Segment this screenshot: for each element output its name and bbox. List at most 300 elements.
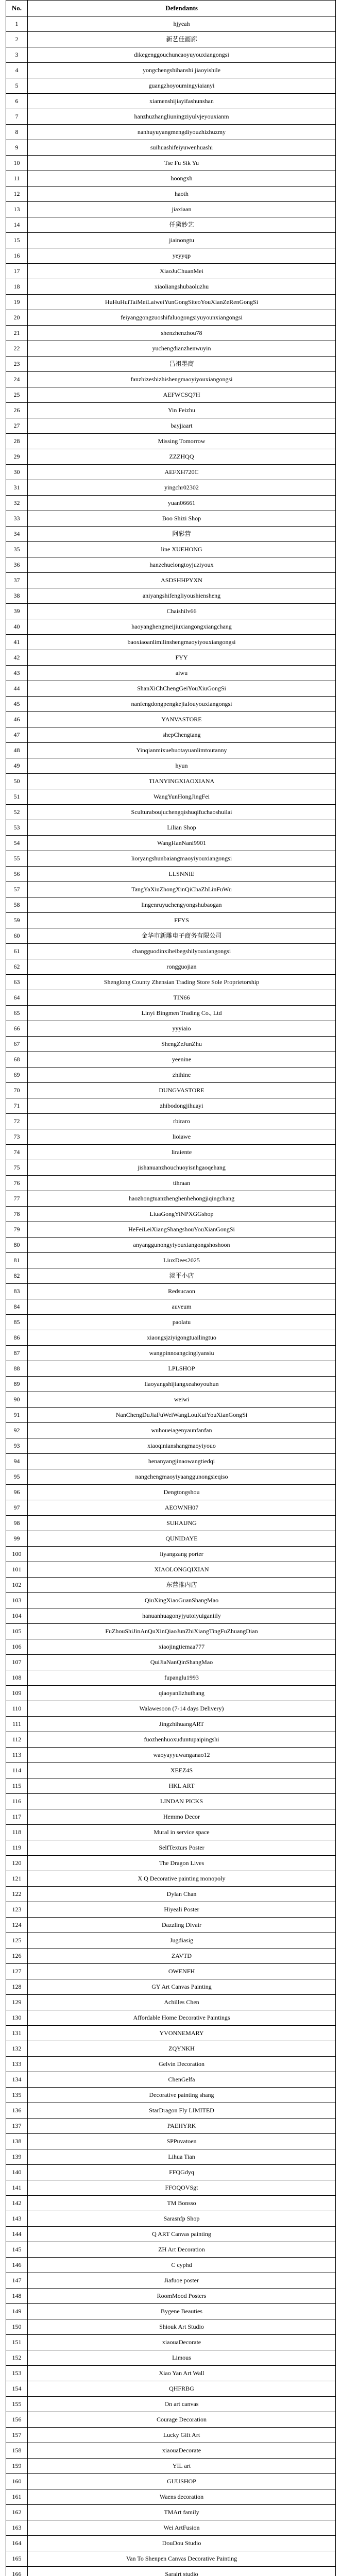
row-number: 70 bbox=[6, 1083, 28, 1098]
defendant-name: weiwi bbox=[28, 1392, 336, 1408]
row-number: 77 bbox=[6, 1191, 28, 1207]
defendant-name: Van To Shenpen Canvas Decorative Painting bbox=[28, 2551, 336, 2567]
row-number: 120 bbox=[6, 1856, 28, 1871]
row-number: 115 bbox=[6, 1778, 28, 1794]
row-number: 134 bbox=[6, 2072, 28, 2088]
defendant-name: LLSNNIE bbox=[28, 867, 336, 882]
defendant-name: yeyyqp bbox=[28, 248, 336, 264]
row-number: 94 bbox=[6, 1454, 28, 1469]
row-number: 31 bbox=[6, 480, 28, 496]
row-number: 162 bbox=[6, 2505, 28, 2520]
table-row bbox=[6, 202, 336, 217]
row-number: 42 bbox=[6, 650, 28, 666]
table-row bbox=[6, 1191, 336, 1207]
defendant-name: ZH Art Decoration bbox=[28, 2242, 336, 2258]
row-number: 109 bbox=[6, 1686, 28, 1701]
table-row bbox=[6, 1299, 336, 1315]
row-number: 78 bbox=[6, 1207, 28, 1222]
table-row bbox=[6, 604, 336, 619]
table-row bbox=[6, 727, 336, 743]
table-row bbox=[6, 1964, 336, 1979]
row-number: 103 bbox=[6, 1593, 28, 1608]
row-number: 81 bbox=[6, 1253, 28, 1268]
defendant-name: xiaouaDecorate bbox=[28, 2443, 336, 2459]
table-row bbox=[6, 2443, 336, 2459]
table-row bbox=[6, 2412, 336, 2428]
table-row bbox=[6, 264, 336, 279]
defendant-name: nanhuyuyangmengdiyouzhizhuzmy bbox=[28, 125, 336, 140]
defendant-name: lingenruyuchengyongshubaogan bbox=[28, 897, 336, 913]
table-row bbox=[6, 1284, 336, 1299]
defendant-name: line XUEHONG bbox=[28, 542, 336, 557]
row-number: 30 bbox=[6, 465, 28, 480]
defendant-name: ShengZeJunZhu bbox=[28, 1037, 336, 1052]
row-number: 14 bbox=[6, 217, 28, 233]
table-row bbox=[6, 1608, 336, 1624]
table-row bbox=[6, 697, 336, 712]
table-row bbox=[6, 959, 336, 975]
row-number: 55 bbox=[6, 851, 28, 867]
row-number: 160 bbox=[6, 2474, 28, 2489]
table-row bbox=[6, 2227, 336, 2242]
defendant-name: DouDou Studio bbox=[28, 2536, 336, 2551]
table-row bbox=[6, 944, 336, 959]
defendant-name: aiwu bbox=[28, 666, 336, 681]
defendant-name: The Dragon Lives bbox=[28, 1856, 336, 1871]
row-number: 107 bbox=[6, 1655, 28, 1670]
table-row bbox=[6, 1701, 336, 1717]
row-number: 18 bbox=[6, 279, 28, 295]
table-row bbox=[6, 2119, 336, 2134]
defendant-name: TIANYINGXIAOXIANA bbox=[28, 774, 336, 789]
row-number: 15 bbox=[6, 233, 28, 248]
defendant-name: yuchengdianzhenwuyin bbox=[28, 341, 336, 357]
defendant-name: Yinqianmixuehuotayuanlimtoutanny bbox=[28, 743, 336, 758]
row-number: 102 bbox=[6, 1578, 28, 1593]
row-number: 12 bbox=[6, 187, 28, 202]
table-row bbox=[6, 1485, 336, 1500]
row-number: 57 bbox=[6, 882, 28, 897]
table-row bbox=[6, 2520, 336, 2536]
table-row bbox=[6, 1377, 336, 1392]
table-row bbox=[6, 418, 336, 434]
row-number: 153 bbox=[6, 2366, 28, 2381]
row-number: 98 bbox=[6, 1516, 28, 1531]
row-number: 68 bbox=[6, 1052, 28, 1067]
defendant-name: GUUSHOP bbox=[28, 2474, 336, 2489]
defendant-name: hanzehuelongtoyjuziyoux bbox=[28, 557, 336, 573]
row-number: 148 bbox=[6, 2289, 28, 2304]
table-row bbox=[6, 32, 336, 47]
row-number: 8 bbox=[6, 125, 28, 140]
row-number: 146 bbox=[6, 2258, 28, 2273]
defendant-name: SelfTexturs Poster bbox=[28, 1840, 336, 1856]
row-number: 72 bbox=[6, 1114, 28, 1129]
table-row bbox=[6, 2149, 336, 2165]
row-number: 164 bbox=[6, 2536, 28, 2551]
defendant-name: Achilles Chen bbox=[28, 1995, 336, 2010]
defendant-name: zhibodongjihuayi bbox=[28, 1098, 336, 1114]
row-number: 24 bbox=[6, 372, 28, 387]
row-number: 122 bbox=[6, 1887, 28, 1902]
row-number: 35 bbox=[6, 542, 28, 557]
defendant-name: 昌祖墨商 bbox=[28, 357, 336, 372]
defendant-name: hanuanhuagonyjyutoiyuiganiily bbox=[28, 1608, 336, 1624]
defendant-name: changguodinxiheibegshilyouxiangongsi bbox=[28, 944, 336, 959]
row-number: 71 bbox=[6, 1098, 28, 1114]
row-number: 97 bbox=[6, 1500, 28, 1516]
defendant-name: Yin Feizhu bbox=[28, 403, 336, 418]
defendant-name: ZQYNKH bbox=[28, 2041, 336, 2057]
table-row bbox=[6, 928, 336, 944]
row-number: 20 bbox=[6, 310, 28, 326]
table-row bbox=[6, 2211, 336, 2227]
defendant-name: yingchr02302 bbox=[28, 480, 336, 496]
row-number: 48 bbox=[6, 743, 28, 758]
table-row bbox=[6, 1670, 336, 1686]
table-row bbox=[6, 496, 336, 511]
row-number: 7 bbox=[6, 109, 28, 125]
row-number: 80 bbox=[6, 1238, 28, 1253]
header-row bbox=[6, 1, 336, 16]
defendant-name: ZZZHQQ bbox=[28, 449, 336, 465]
defendant-name: 金华市新雕电子商务有限公司 bbox=[28, 928, 336, 944]
defendant-name: nanfengdongpengkejiafouyouxiangongsi bbox=[28, 697, 336, 712]
row-number: 88 bbox=[6, 1361, 28, 1377]
defendant-name: liaoyangshijiangxeahoyouhun bbox=[28, 1377, 336, 1392]
defendant-name: hjyeah bbox=[28, 16, 336, 32]
defendant-name: Gelvin Decoration bbox=[28, 2057, 336, 2072]
table-row bbox=[6, 1856, 336, 1871]
defendant-name: Courage Decoration bbox=[28, 2412, 336, 2428]
table-row bbox=[6, 1145, 336, 1160]
table-row bbox=[6, 2134, 336, 2149]
row-number: 92 bbox=[6, 1423, 28, 1438]
defendant-name: FFQGdyq bbox=[28, 2165, 336, 2180]
table-row bbox=[6, 1423, 336, 1438]
table-row bbox=[6, 990, 336, 1006]
table-row bbox=[6, 1408, 336, 1423]
defendant-name: Waens decoration bbox=[28, 2489, 336, 2505]
defendant-name: OWENFH bbox=[28, 1964, 336, 1979]
table-row bbox=[6, 1531, 336, 1547]
row-number: 87 bbox=[6, 1346, 28, 1361]
defendant-name: QHFRBG bbox=[28, 2381, 336, 2397]
header-defendants: Defendants bbox=[28, 1, 336, 16]
row-number: 60 bbox=[6, 928, 28, 944]
row-number: 1 bbox=[6, 16, 28, 32]
defendant-name: yongchengshihanshi jiaoyishile bbox=[28, 63, 336, 78]
table-row bbox=[6, 2551, 336, 2567]
defendant-name: Bygene Beauties bbox=[28, 2304, 336, 2319]
row-number: 133 bbox=[6, 2057, 28, 2072]
defendant-name: FFOQOVSgt bbox=[28, 2180, 336, 2196]
table-row bbox=[6, 2366, 336, 2381]
defendant-name: TMArt family bbox=[28, 2505, 336, 2520]
table-row bbox=[6, 1593, 336, 1608]
row-number: 76 bbox=[6, 1176, 28, 1191]
defendant-name: ASDSHHPYXN bbox=[28, 573, 336, 588]
defendant-name: FYY bbox=[28, 650, 336, 666]
table-row bbox=[6, 16, 336, 32]
defendant-name: LINDAN PICKS bbox=[28, 1794, 336, 1809]
table-row bbox=[6, 1717, 336, 1732]
defendant-name: Q ART Canvas painting bbox=[28, 2227, 336, 2242]
table-row bbox=[6, 913, 336, 928]
table-row bbox=[6, 2489, 336, 2505]
defendant-name: SPPuvatoen bbox=[28, 2134, 336, 2149]
table-row bbox=[6, 171, 336, 187]
defendant-name: ChenGelfa bbox=[28, 2072, 336, 2088]
defendant-name: YANVASTORE bbox=[28, 712, 336, 727]
row-number: 96 bbox=[6, 1485, 28, 1500]
table-row bbox=[6, 387, 336, 403]
table-row bbox=[6, 666, 336, 681]
row-number: 3 bbox=[6, 47, 28, 63]
defendant-name: NanChengDuJiaFuWeiWangLouKuiYouXianGongSi bbox=[28, 1408, 336, 1423]
table-row bbox=[6, 1129, 336, 1145]
defendant-name: qiaoyanlizhuthang bbox=[28, 1686, 336, 1701]
table-row bbox=[6, 1067, 336, 1083]
row-number: 23 bbox=[6, 357, 28, 372]
defendant-name: yyyiaio bbox=[28, 1021, 336, 1037]
header-number: No. bbox=[6, 1, 28, 16]
table-row bbox=[6, 403, 336, 418]
row-number: 37 bbox=[6, 573, 28, 588]
defendant-name: guangzhoyoumingyiaianyi bbox=[28, 78, 336, 94]
table-row bbox=[6, 1516, 336, 1531]
row-number: 4 bbox=[6, 63, 28, 78]
table-row bbox=[6, 78, 336, 94]
defendant-name: fanzhizeshizhishengmaoyiyouxiangongsi bbox=[28, 372, 336, 387]
defendant-name: C cyphd bbox=[28, 2258, 336, 2273]
table-row bbox=[6, 1809, 336, 1825]
row-number: 38 bbox=[6, 588, 28, 604]
table-row bbox=[6, 1438, 336, 1454]
defendant-name: AEFXH720C bbox=[28, 465, 336, 480]
table-row bbox=[6, 1902, 336, 1918]
row-number: 126 bbox=[6, 1948, 28, 1964]
table-row bbox=[6, 1037, 336, 1052]
row-number: 41 bbox=[6, 635, 28, 650]
table-row bbox=[6, 1918, 336, 1933]
defendant-name: Wei ArtFusion bbox=[28, 2520, 336, 2536]
defendant-name: JingzhihuangART bbox=[28, 1717, 336, 1732]
row-number: 95 bbox=[6, 1469, 28, 1485]
row-number: 91 bbox=[6, 1408, 28, 1423]
table-row bbox=[6, 63, 336, 78]
row-number: 10 bbox=[6, 156, 28, 171]
defendant-name: waoyayyuwanganao12 bbox=[28, 1748, 336, 1763]
table-row bbox=[6, 1253, 336, 1268]
defendant-name: Limous bbox=[28, 2350, 336, 2366]
table-row bbox=[6, 2428, 336, 2443]
defendant-name: Lilian Shop bbox=[28, 820, 336, 836]
table-row bbox=[6, 2289, 336, 2304]
row-number: 47 bbox=[6, 727, 28, 743]
table-row bbox=[6, 1330, 336, 1346]
table-row bbox=[6, 867, 336, 882]
defendant-name: WangYunHongJingFei bbox=[28, 789, 336, 805]
table-row bbox=[6, 2072, 336, 2088]
defendant-name: tihraan bbox=[28, 1176, 336, 1191]
defendant-name: Decorative painting shang bbox=[28, 2088, 336, 2103]
defendant-name: dikegenggouchuncaoyuyouxiangongsi bbox=[28, 47, 336, 63]
row-number: 86 bbox=[6, 1330, 28, 1346]
table-row bbox=[6, 1361, 336, 1377]
defendant-name: GY Art Canvas Painting bbox=[28, 1979, 336, 1995]
table-row bbox=[6, 743, 336, 758]
row-number: 141 bbox=[6, 2180, 28, 2196]
table-row bbox=[6, 1006, 336, 1021]
table-row bbox=[6, 1160, 336, 1176]
row-number: 44 bbox=[6, 681, 28, 697]
defendant-name: haoyanghengmeijiuxiangongxiangchang bbox=[28, 619, 336, 635]
row-number: 29 bbox=[6, 449, 28, 465]
table-row bbox=[6, 1454, 336, 1469]
defendant-name: Xiao Yan Art Wall bbox=[28, 2366, 336, 2381]
table-row bbox=[6, 1578, 336, 1593]
row-number: 143 bbox=[6, 2211, 28, 2227]
row-number: 62 bbox=[6, 959, 28, 975]
row-number: 159 bbox=[6, 2459, 28, 2474]
table-row bbox=[6, 897, 336, 913]
row-number: 36 bbox=[6, 557, 28, 573]
table-row bbox=[6, 1748, 336, 1763]
defendant-name: yuan06661 bbox=[28, 496, 336, 511]
defendant-name: zhihine bbox=[28, 1067, 336, 1083]
defendant-name: bayjiaart bbox=[28, 418, 336, 434]
defendant-name: Redsucaon bbox=[28, 1284, 336, 1299]
defendant-name: On art canvas bbox=[28, 2397, 336, 2412]
row-number: 84 bbox=[6, 1299, 28, 1315]
table-row bbox=[6, 2196, 336, 2211]
row-number: 63 bbox=[6, 975, 28, 990]
table-row bbox=[6, 2381, 336, 2397]
table-row bbox=[6, 2319, 336, 2335]
row-number: 166 bbox=[6, 2567, 28, 2576]
table-row bbox=[6, 2474, 336, 2489]
table-row bbox=[6, 527, 336, 542]
row-number: 56 bbox=[6, 867, 28, 882]
table-row bbox=[6, 1624, 336, 1639]
row-number: 67 bbox=[6, 1037, 28, 1052]
defendant-name: anyanggunongyiyouxiangongshoshoon bbox=[28, 1238, 336, 1253]
row-number: 58 bbox=[6, 897, 28, 913]
row-number: 40 bbox=[6, 619, 28, 635]
defendant-name: xiamenshijiayifashunshan bbox=[28, 94, 336, 109]
table-row bbox=[6, 2397, 336, 2412]
table-row bbox=[6, 2103, 336, 2119]
defendant-name: 东营推内店 bbox=[28, 1578, 336, 1593]
defendant-name: YVONNEMARY bbox=[28, 2026, 336, 2041]
table-row bbox=[6, 372, 336, 387]
table-row bbox=[6, 1995, 336, 2010]
defendant-name: HuHuHuiTaiMeiLaiweiYunGongSiteoYouXianZeRenGongSi bbox=[28, 295, 336, 310]
defendant-name: LPLSHOP bbox=[28, 1361, 336, 1377]
defendant-name: wuhoueiagenyaunfanfan bbox=[28, 1423, 336, 1438]
table-row bbox=[6, 341, 336, 357]
defendant-name: TM Bonsso bbox=[28, 2196, 336, 2211]
table-row bbox=[6, 2258, 336, 2273]
defendant-name: shepChengtang bbox=[28, 727, 336, 743]
table-row bbox=[6, 2057, 336, 2072]
row-number: 104 bbox=[6, 1608, 28, 1624]
defendant-name: Tse Fu Sik Yu bbox=[28, 156, 336, 171]
defendant-name: henanyangjinaowangtiedqi bbox=[28, 1454, 336, 1469]
table-row bbox=[6, 1176, 336, 1191]
table-row bbox=[6, 1469, 336, 1485]
table-row bbox=[6, 542, 336, 557]
row-number: 73 bbox=[6, 1129, 28, 1145]
defendant-name: hyun bbox=[28, 758, 336, 774]
defendant-name: hanzhuzhangliuningziyulvjeyouxianm bbox=[28, 109, 336, 125]
table-row bbox=[6, 681, 336, 697]
defendant-name: shenzhenzhou78 bbox=[28, 326, 336, 341]
table-row bbox=[6, 2242, 336, 2258]
row-number: 145 bbox=[6, 2242, 28, 2258]
table-row bbox=[6, 279, 336, 295]
row-number: 112 bbox=[6, 1732, 28, 1748]
row-number: 136 bbox=[6, 2103, 28, 2119]
table-row bbox=[6, 465, 336, 480]
row-number: 79 bbox=[6, 1222, 28, 1238]
defendant-name: HKL ART bbox=[28, 1778, 336, 1794]
row-number: 83 bbox=[6, 1284, 28, 1299]
table-row bbox=[6, 248, 336, 264]
table-row bbox=[6, 1238, 336, 1253]
table-row bbox=[6, 1547, 336, 1562]
table-row bbox=[6, 125, 336, 140]
row-number: 111 bbox=[6, 1717, 28, 1732]
row-number: 151 bbox=[6, 2335, 28, 2350]
table-row bbox=[6, 1392, 336, 1408]
defendant-name: RoomMood Posters bbox=[28, 2289, 336, 2304]
row-number: 135 bbox=[6, 2088, 28, 2103]
defendant-name: Lucky Gift Art bbox=[28, 2428, 336, 2443]
defendant-name: QUNIDAYE bbox=[28, 1531, 336, 1547]
row-number: 165 bbox=[6, 2551, 28, 2567]
defendant-name: 淡平小店 bbox=[28, 1268, 336, 1284]
row-number: 74 bbox=[6, 1145, 28, 1160]
defendant-name: Shiouk Art Studio bbox=[28, 2319, 336, 2335]
defendant-name: LiuxDees2025 bbox=[28, 1253, 336, 1268]
table-row bbox=[6, 1825, 336, 1840]
table-row bbox=[6, 511, 336, 527]
defendant-name: Shenglong County Zhensian Trading Store Sole Proprietorship bbox=[28, 975, 336, 990]
defendant-name: rongguojian bbox=[28, 959, 336, 975]
table-row bbox=[6, 1500, 336, 1516]
defendant-name: lioiawe bbox=[28, 1129, 336, 1145]
row-number: 22 bbox=[6, 341, 28, 357]
table-row bbox=[6, 1933, 336, 1948]
row-number: 155 bbox=[6, 2397, 28, 2412]
defendant-name: Sarasnfp Shop bbox=[28, 2211, 336, 2227]
table-row bbox=[6, 1763, 336, 1778]
table-row bbox=[6, 1639, 336, 1655]
row-number: 61 bbox=[6, 944, 28, 959]
defendant-name: nangchengmaoyiyaanggunongsieqiso bbox=[28, 1469, 336, 1485]
row-number: 89 bbox=[6, 1377, 28, 1392]
row-number: 28 bbox=[6, 434, 28, 449]
defendant-name: jiaxiaan bbox=[28, 202, 336, 217]
defendant-name: xiaoliangshubaoluzhu bbox=[28, 279, 336, 295]
defendant-name: haoth bbox=[28, 187, 336, 202]
row-number: 118 bbox=[6, 1825, 28, 1840]
table-row bbox=[6, 2304, 336, 2319]
table-row bbox=[6, 1114, 336, 1129]
defendant-name: Jiafuoe poster bbox=[28, 2273, 336, 2289]
